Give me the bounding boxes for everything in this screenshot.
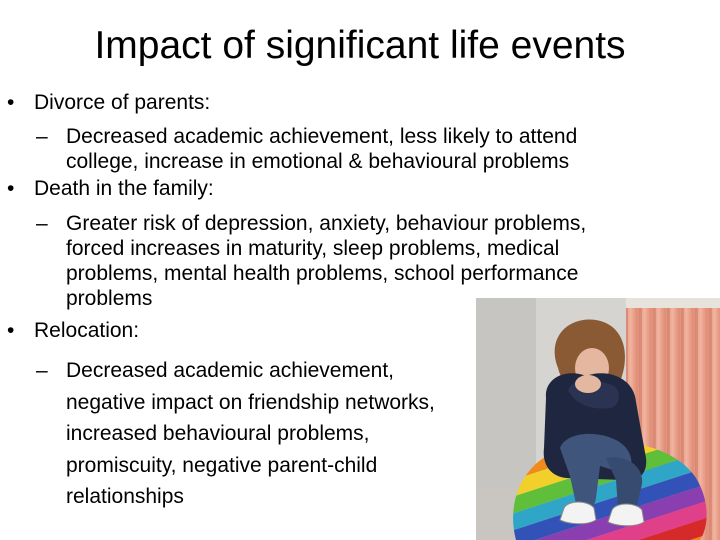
sub-bullet-line: forced increases in maturity, sleep problems, medical bbox=[66, 237, 560, 260]
bullet-label: Death in the family: bbox=[34, 177, 214, 200]
bullet-item-divorce bbox=[7, 90, 211, 115]
sub-bullet-line: increased behavioural problems, bbox=[66, 422, 370, 445]
dash-icon: – bbox=[36, 125, 48, 148]
photo-girl-on-beanbag bbox=[476, 298, 720, 540]
right-shoe bbox=[608, 504, 644, 526]
sub-bullet-divorce bbox=[36, 124, 578, 174]
bullet-label: Divorce of parents: bbox=[34, 91, 211, 114]
sub-bullet-line: Decreased academic achievement, bbox=[66, 359, 395, 382]
sub-bullet-relocation bbox=[36, 355, 435, 513]
photo-illustration bbox=[476, 298, 720, 540]
bullet-item-death bbox=[7, 176, 214, 201]
sub-bullet-line: negative impact on friendship networks, bbox=[66, 390, 435, 414]
bullet-icon: • bbox=[7, 91, 15, 114]
sub-bullet-line: problems, mental health problems, school performance bbox=[66, 262, 579, 285]
left-shoe bbox=[560, 502, 596, 524]
sub-bullet-line: Decreased academic achievement, less likely to attend bbox=[66, 125, 578, 148]
sub-bullet-line: college, increase in emotional & behavioural problems bbox=[66, 150, 570, 173]
dash-icon: – bbox=[36, 359, 48, 382]
bullet-icon: • bbox=[7, 177, 15, 200]
sub-bullet-line: problems bbox=[66, 287, 153, 310]
sub-bullet-death bbox=[36, 211, 587, 311]
bullet-item-relocation bbox=[7, 318, 140, 343]
dash-icon: – bbox=[36, 212, 48, 235]
sub-bullet-line: relationships bbox=[66, 485, 184, 508]
sub-bullet-line: Greater risk of depression, anxiety, behaviour problems, bbox=[66, 212, 587, 235]
sub-bullet-line: promiscuity, negative parent-child bbox=[66, 453, 378, 477]
slide-title: Impact of significant life events bbox=[94, 24, 626, 67]
bullet-label: Relocation: bbox=[34, 319, 140, 342]
bullet-icon: • bbox=[7, 319, 15, 342]
